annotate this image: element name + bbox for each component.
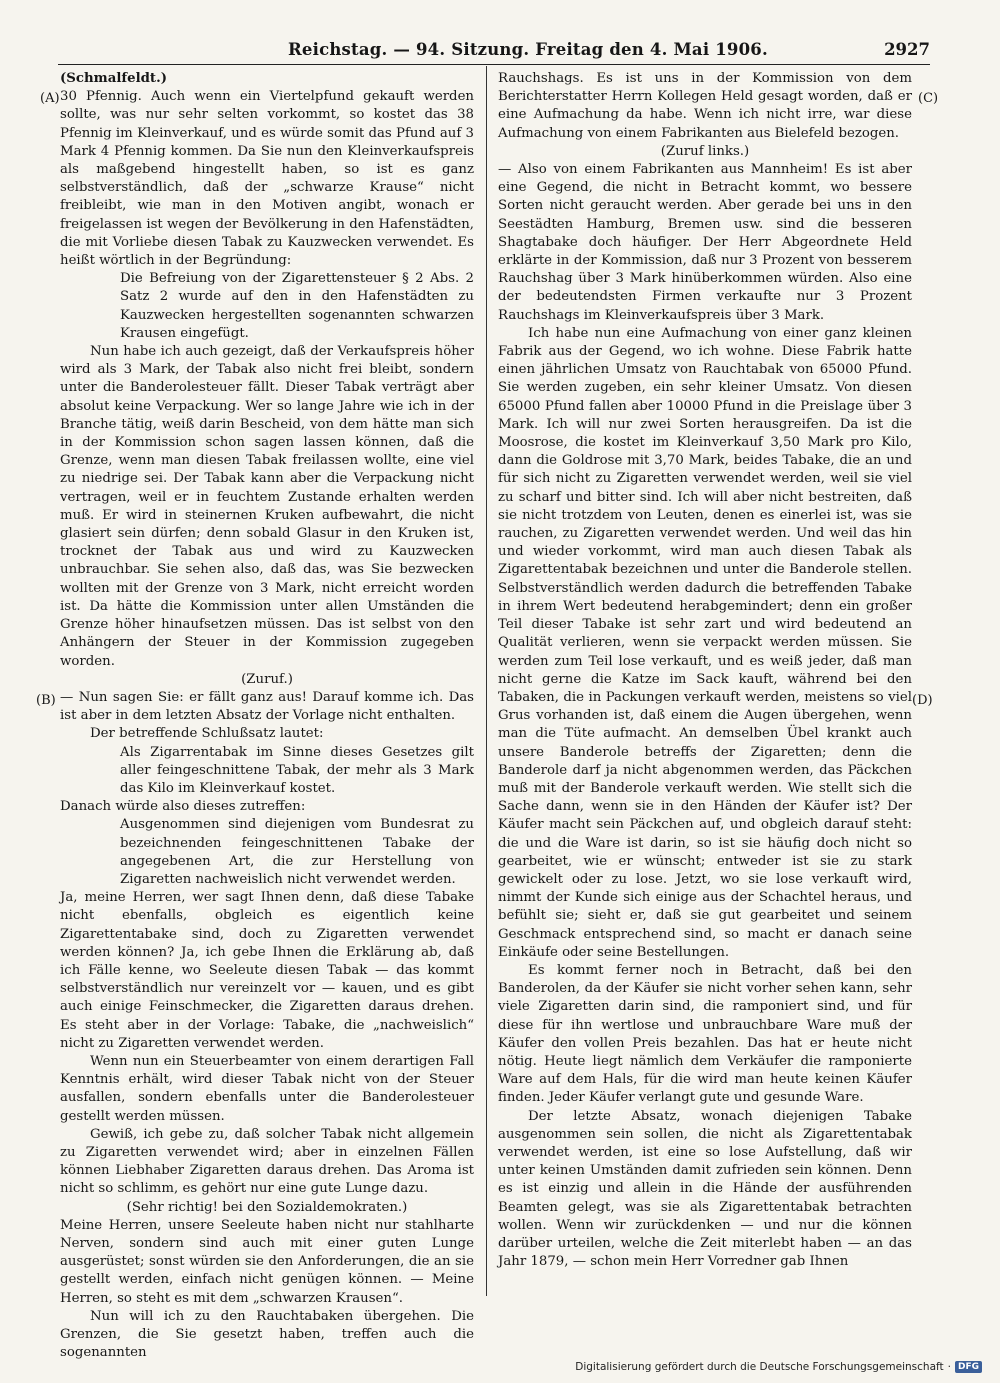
interjection: (Sehr richtig! bei den Sozialdemokraten.): [126, 1199, 408, 1215]
margin-marker-c: (C): [918, 91, 939, 106]
speaker-name: (Schmalfeldt.): [60, 71, 167, 86]
paragraph: — Nun sagen Sie: er fällt ganz aus! Darauf komme ich. Das ist aber in dem letzten Absatz der Vorlage nicht enthalten.: [60, 689, 474, 724]
left-column: [60, 70, 474, 1362]
paragraph: Der betreffende Schlußsatz lautet:: [90, 726, 324, 742]
paragraph: Ja, meine Herren, wer sagt Ihnen denn, daß diese Tabake nicht ebenfalls, obgleich es eigentlich keine Zigarettentabake sind, doch zu Zigaretten verwendet werden können? Ja, ich gebe Ihnen die Erklärung ab, daß ich Fälle kenne, wo Seeleute diesen Tabak — das kommt selbstverständlich nur vereinzelt vor — kauen, und es gibt auch einige Feinschmecker, die Zigaretten daraus drehen. Es steht aber in der Vorlage: Tabake, die „nachweislich“ nicht zu Zigaretten verwendet werden.: [60, 890, 474, 1051]
digitization-credit: [575, 1361, 982, 1373]
page-header: [58, 40, 930, 64]
paragraph: Gewiß, ich gebe zu, daß solcher Tabak nicht allgemein zu Zigaretten verwendet wird; aber in einzelnen Fällen können Liebhaber Zigaretten daraus drehen. Das Aroma ist nicht so schlimm, es gehört nur eine gute Lunge dazu.: [60, 1126, 474, 1197]
paragraph: Danach würde also dieses zutreffen:: [60, 799, 306, 815]
paragraph: — Also von einem Fabrikanten aus Mannheim! Es ist aber eine Gegend, die nicht in Betracht kommt, wo bessere Sorten nicht geraucht werden. Aber gerade bei uns in den Seestädten Hamburg, Bremen usw. sind die besseren Shagtabake doch häufiger. Der Herr Abgeordnete Held erklärte in der Kommission, daß nur 3 Prozent von besserem Rauchshag über 3 Mark hinüberkommen würden. Also eine der bedeutendsten Firmen verkaufte nur 3 Prozent Rauchshags im Kleinverkaufspreis über 3 Mark.: [498, 162, 912, 323]
column-divider: [486, 66, 487, 1296]
margin-marker-b: (B): [36, 693, 56, 708]
paragraph: Wenn nun ein Steuerbeamter von einem derartigen Fall Kenntnis erhält, wird dieser Tabak nicht von der Steuer ausfallen, sondern ebenfalls unter die Banderolesteuer gestellt werden müssen.: [60, 1053, 474, 1124]
paragraph: Nun habe ich auch gezeigt, daß der Verkaufspreis höher wird als 3 Mark, der Tabak also nicht frei bleibt, sondern unter die Banderolesteuer fällt. Dieser Tabak verträgt aber absolut keine Verpackung. Wer so lange Jahre wie ich in der Branche tätig, weiß darin Bescheid, von dem hätte man sich in der Kommission schon sagen lassen können, daß die Grenze, wenn man diesen Tabak freilassen wollte, eine viel zu niedrige sei. Der Tabak kann aber die Verpackung nicht vertragen, weil er in feuchtem Zustande erhalten werden muß. Er wird in steinernen Kruken aufbewahrt, die nicht glasiert sein dürfen; denn sobald Glasur in den Kruken ist, trocknet der Tabak aus und wird zu Kauzwecken unbrauchbar. Sie sehen also, daß das, was Sie bezwecken wollten mit der Grenze von 3 Mark, nicht erreicht worden ist. Da hätte die Kommission unter allen Umständen die Grenze höher hinaufsetzen müssen. Das ist selbst von den Anhängern der Steuer in der Kommission zugegeben worden.: [60, 344, 474, 669]
interjection: (Zuruf.): [241, 671, 293, 687]
page-number: 2927: [884, 40, 930, 59]
paragraph: Rauchshags. Es ist uns in der Kommission von dem Berichterstatter Herrn Kollegen Held gesagt worden, daß er eine Aufmachung da habe. Wenn ich nicht irre, war diese Aufmachung von einem Fabrikanten aus Bielefeld bezogen.: [498, 71, 912, 141]
quotation: Die Befreiung von der Zigarettensteuer § 2 Abs. 2 Satz 2 wurde auf den in den Hafenstädten zu Kauzwecken hergestellten sogenannten schwarzen Krausen eingefügt.: [120, 271, 474, 341]
paragraph: Meine Herren, unsere Seeleute haben nicht nur stahlharte Nerven, sondern sind auch mit einer guten Lunge ausgerüstet; sonst würden sie den Anforderungen, die an sie gestellt werden, einfach nicht genügen können. — Meine Herren, so steht es mit dem „schwarzen Krausen“.: [60, 1217, 474, 1306]
margin-marker-a: (A): [40, 91, 60, 106]
paragraph: 30 Pfennig. Auch wenn ein Viertelpfund gekauft werden sollte, was nur sehr selten vorkommt, so kostet das 38 Pfennig im Kleinverkauf, und es würde somit das Pfund auf 3 Mark 4 Pfennig kommen. Da Sie nun den Kleinverkaufspreis als maßgebend hingestellt haben, so ist es ganz selbstverständlich, daß der „schwarze Krause“ nicht freibleibt, wie man in den Motiven angibt, wonach er freigelassen ist wegen der Bevölkerung in den Hafenstädten, die mit Vorliebe diesen Tabak zu Kauzwecken verwendet. Es heißt wörtlich in der Begründung:: [60, 89, 474, 269]
paragraph: Es kommt ferner noch in Betracht, daß bei den Banderolen, da der Käufer sie nicht vorher sehen kann, sehr viele Zigaretten darin sind, die ramponiert sind, und für diese für ihn wertlose und unbrauchbare Ware muß der Käufer den vollen Preis bezahlen. Das hat er heute nicht nötig. Heute liegt nämlich dem Verkäufer die ramponierte Ware auf dem Hals, für die wird man heute keinen Käufer finden. Jeder Käufer verlangt gute und gesunde Ware.: [498, 962, 912, 1106]
interjection: (Zuruf links.): [660, 143, 750, 159]
credit-text: Digitalisierung gefördert durch die Deutsche Forschungsgemeinschaft: [575, 1361, 944, 1373]
quotation: Ausgenommen sind diejenigen vom Bundesrat zu bezeichnenden feingeschnittenen Tabake der angegebenen Art, die zur Herstellung von Zigaretten nachweislich nicht verwendet werden.: [120, 817, 474, 887]
margin-marker-d: (D): [912, 693, 933, 708]
paragraph: Der letzte Absatz, wonach diejenigen Tabake ausgenommen sein sollen, die nicht als Zigarettentabak verwendet werden, ist eine so lose Aufstellung, daß wir unter keinen Umständen damit zufrieden sein können. Denn es ist einzig und allein in die Hände der ausführenden Beamten gelegt, was sie als Zigarettentabak betrachten wollen. Wenn wir zurückdenken — und nur die können darüber urteilen, welche die Zeit miterlebt haben — an das Jahr 1879, — schon mein Herr Vorredner gab Ihnen: [498, 1108, 912, 1270]
dfg-logo: DFG: [955, 1361, 982, 1373]
paragraph: Ich habe nun eine Aufmachung von einer ganz kleinen Fabrik aus der Gegend, wo ich wohne. Diese Fabrik hatte einen jährlichen Umsatz von Rauchtabak von 65000 Pfund. Sie werden zugeben, ein sehr kleiner Umsatz. Von diesen 65000 Pfund fallen aber 10000 Pfund in die Preislage über 3 Mark. Ich will nur zwei Sorten herausgreifen. Da ist die Moosrose, die kostet im Kleinverkauf 3,50 Mark pro Kilo, dann die Goldrose mit 3,70 Mark, beides Tabake, die an und für sich nicht zu Zigaretten verwendet werden, weil sie viel zu scharf und bitter sind. Ich will aber nicht bestreiten, daß sie nicht trotzdem von Leuten, denen es einerlei ist, was sie rauchen, zu Zigaretten verwendet werden. Und weil das hin und wieder vorkommt, wird man auch diesen Tabak als Zigarettentabak bezeichnen und unter die Banderole stellen. Selbstverständlich werden dadurch die betreffenden Tabake in ihrem Wert bedeutend herabgemindert; denn ein großer Teil dieser Tabake ist sehr zart und wird bedeutend an Qualität verlieren, wenn sie verpackt werden müssen. Sie werden zum Teil lose verkauft, und es weiß jeder, daß man nicht gerne die Katze im Sack kauft, während bei den Tabaken, die in Packungen verkauft werden, meistens so viel Grus vorhanden ist, daß einem die Augen übergehen, wenn man die Tüte aufmacht. An demselben Übel krankt auch unsere Banderole betreffs der Zigaretten; denn die Banderole darf ja nicht abgenommen werden, das Päckchen muß mit der Banderole verkauft werden. Wie stellt sich die Sache dann, wenn sie in den Händen der Käufer ist? Der Käufer macht sein Päckchen auf, und obgleich darauf steht: die und die Ware ist darin, so ist sie häufig doch nicht so gearbeitet, wie er wünscht; entweder ist sie zu stark gewickelt oder zu lose. Jetzt, wo sie lose verkauft wird, nimmt der Kunde sich einige aus der Schachtel heraus, und befühlt sie; sieht er, daß sie gut gearbeitet und seinem Geschmack entsprechend sind, so macht er danach seine Einkäufe oder seine Bestellungen.: [498, 325, 912, 960]
running-title: Reichstag. — 94. Sitzung. Freitag den 4. Mai 1906.: [288, 40, 768, 59]
header-rule: [58, 64, 930, 65]
right-column: [498, 70, 912, 1271]
paragraph: Nun will ich zu den Rauchtabaken übergehen. Die Grenzen, die Sie gesetzt haben, treffen auch die sogenannten: [60, 1308, 474, 1361]
separator-dot: ·: [947, 1361, 951, 1373]
quotation: Als Zigarrentabak im Sinne dieses Gesetzes gilt aller feingeschnittene Tabak, der mehr als 3 Mark das Kilo im Kleinverkauf kostet.: [120, 744, 474, 796]
